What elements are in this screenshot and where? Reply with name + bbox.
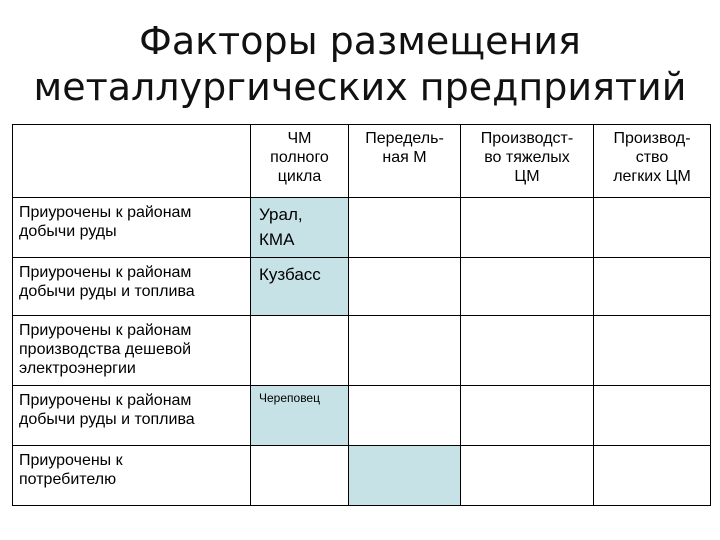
table-cell — [461, 258, 594, 316]
cell-kuzbass: Кузбасс — [251, 258, 349, 316]
factors-table — [12, 124, 711, 506]
table-cell — [594, 198, 711, 258]
table-cell — [461, 198, 594, 258]
table-cell — [461, 446, 594, 506]
slide-title — [0, 18, 720, 110]
table-row — [13, 316, 711, 386]
table-cell — [251, 446, 349, 506]
table-cell — [594, 386, 711, 446]
cell-cherepovets: Череповец — [251, 386, 349, 446]
header-corner — [13, 125, 251, 198]
cell-conversion-consumer — [349, 446, 461, 506]
header-conversion-metallurgy: Передель- ная М — [349, 125, 461, 198]
table-row — [13, 198, 711, 258]
row-label: Приурочены к районам добычи руды и топлива — [13, 386, 251, 446]
table-cell — [349, 386, 461, 446]
title-line-1: Факторы размещения — [139, 19, 581, 63]
table-cell — [349, 258, 461, 316]
table-cell — [349, 198, 461, 258]
table-row — [13, 446, 711, 506]
header-light-nonferrous: Производ- ство легких ЦМ — [594, 125, 711, 198]
table-header-row — [13, 125, 711, 198]
table-cell — [461, 386, 594, 446]
row-label: Приурочены к районам производства дешевой электроэнергии — [13, 316, 251, 386]
row-label: Приурочены к районам добычи руды — [13, 198, 251, 258]
table-cell — [594, 258, 711, 316]
cell-ural-kma: Урал, КМА — [251, 198, 349, 258]
row-label: Приурочены к потребителю — [13, 446, 251, 506]
header-heavy-nonferrous: Производст- во тяжелых ЦМ — [461, 125, 594, 198]
table-cell — [251, 316, 349, 386]
table-row — [13, 386, 711, 446]
table-cell — [594, 446, 711, 506]
title-line-2: металлургических предприятий — [33, 65, 687, 109]
table-row — [13, 258, 711, 316]
table-cell — [594, 316, 711, 386]
row-label: Приурочены к районам добычи руды и топлива — [13, 258, 251, 316]
header-cm-full-cycle: ЧМ полного цикла — [251, 125, 349, 198]
table-cell — [349, 316, 461, 386]
table-cell — [461, 316, 594, 386]
